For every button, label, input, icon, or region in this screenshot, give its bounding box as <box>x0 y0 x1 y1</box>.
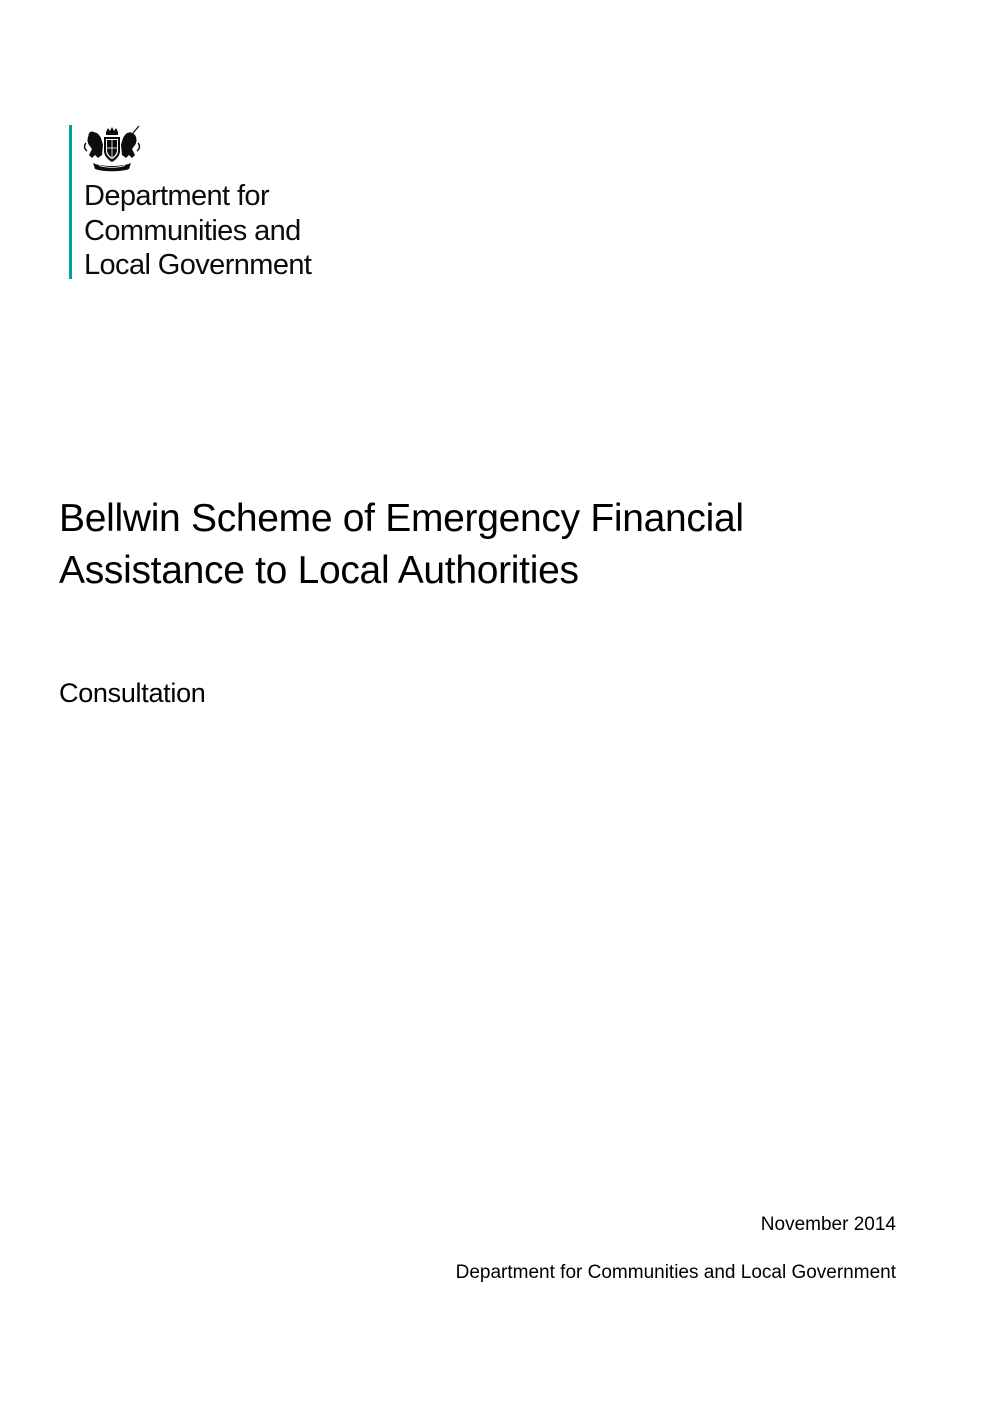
department-name-line: Local Government <box>84 249 312 281</box>
department-logo <box>69 125 312 281</box>
document-title-line: Assistance to Local Authorities <box>59 549 579 592</box>
royal-coat-of-arms-icon <box>83 125 141 173</box>
publication-date: November 2014 <box>760 1214 896 1235</box>
logo-accent-bar <box>69 125 72 279</box>
department-name-line: Department for <box>84 180 270 212</box>
department-name-line: Communities and <box>84 214 301 247</box>
publisher-name: Department for Communities and Local Government <box>455 1262 896 1283</box>
department-name <box>84 179 311 283</box>
document-title <box>59 493 744 597</box>
document-title-line: Bellwin Scheme of Emergency Financial <box>59 497 744 540</box>
document-type: Consultation <box>59 678 206 708</box>
